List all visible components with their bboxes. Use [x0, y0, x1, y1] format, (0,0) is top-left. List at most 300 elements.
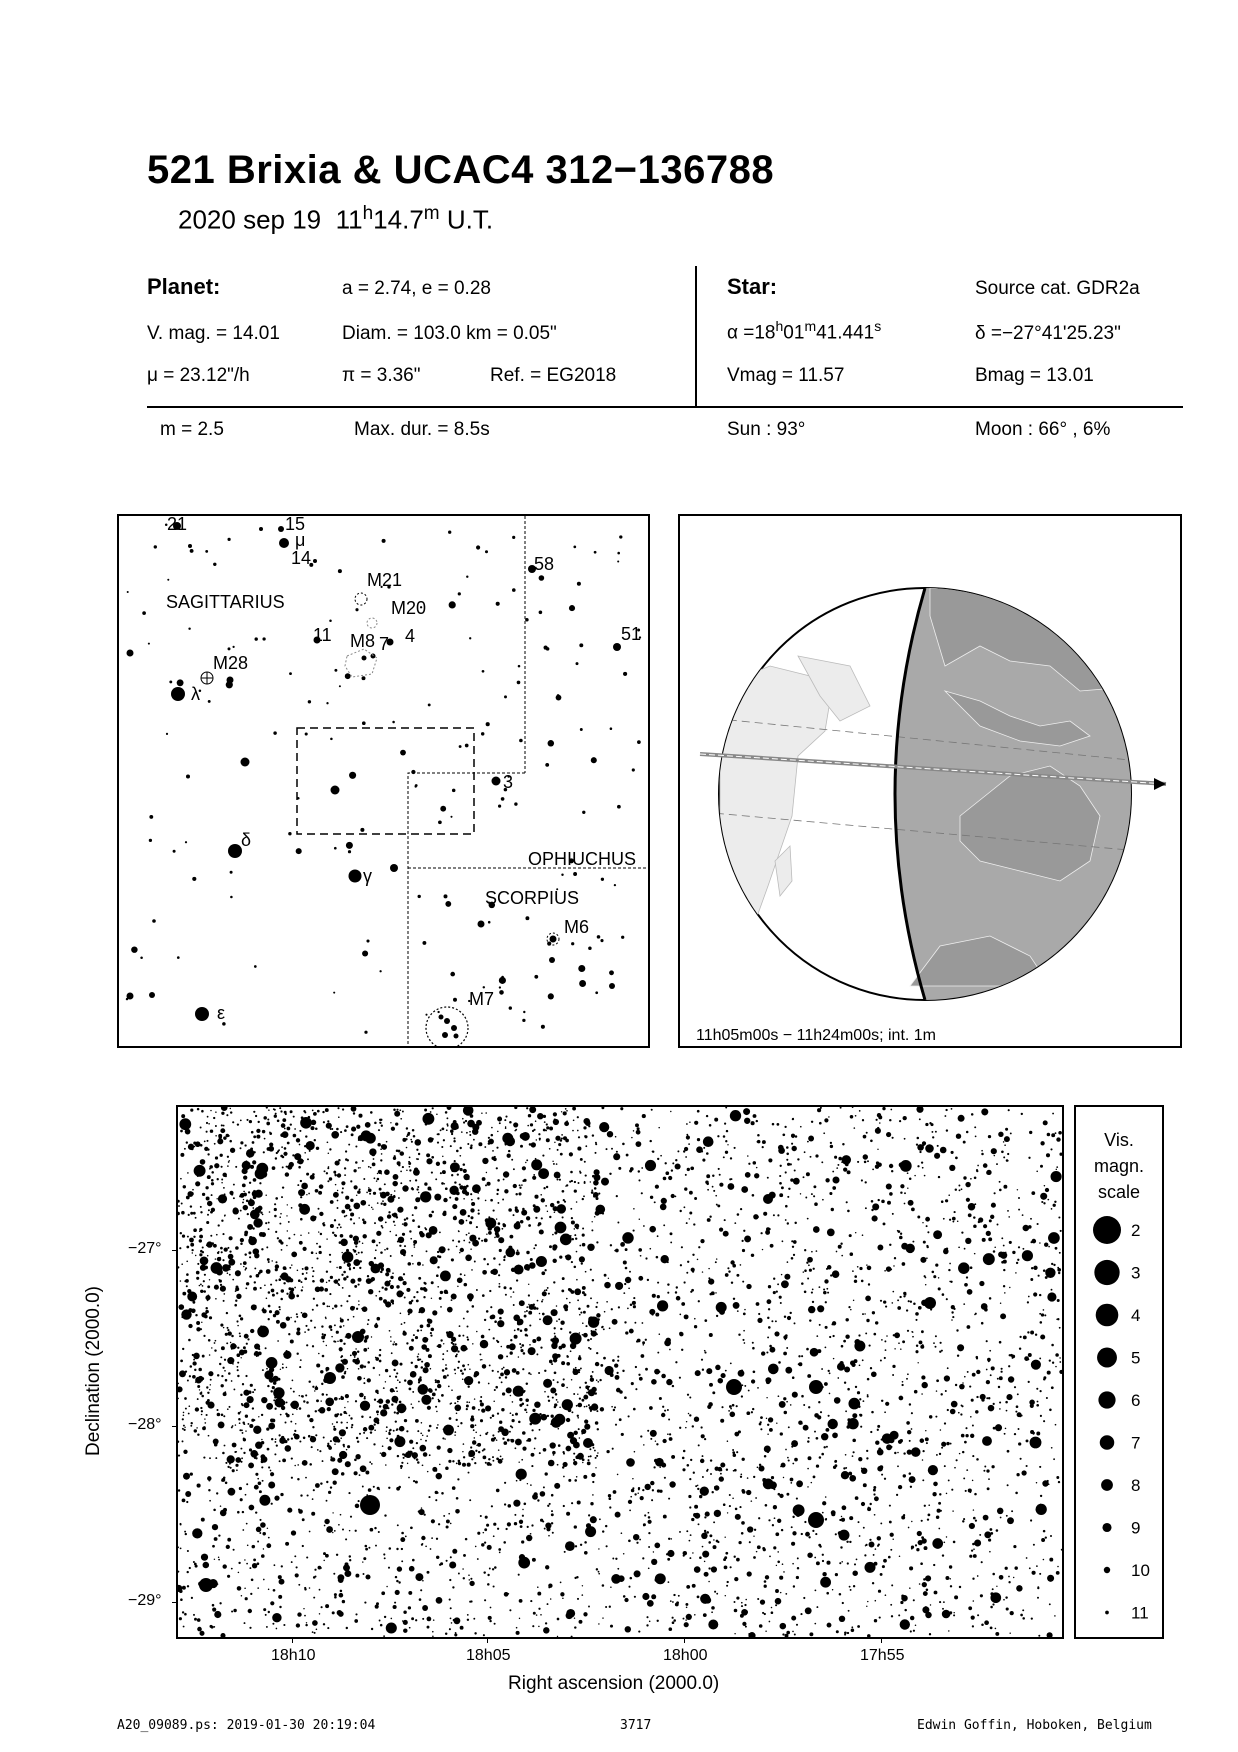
detail-star: [263, 1151, 265, 1153]
detail-star: [907, 1330, 909, 1332]
detail-star: [299, 1395, 301, 1397]
detail-star: [451, 1258, 454, 1261]
detail-star: [206, 1197, 210, 1201]
detail-star: [290, 1403, 294, 1407]
detail-star: [213, 1626, 215, 1628]
detail-star: [246, 1149, 254, 1157]
detail-star: [725, 1273, 729, 1277]
detail-star: [618, 1155, 619, 1156]
detail-star: [909, 1177, 912, 1180]
detail-star: [527, 1483, 528, 1484]
detail-star: [728, 1183, 735, 1190]
detail-star: [330, 1329, 332, 1331]
detail-star: [222, 1367, 224, 1369]
detail-star: [685, 1174, 687, 1176]
detail-star: [971, 1549, 973, 1551]
detail-star: [488, 1226, 492, 1230]
detail-star: [1019, 1336, 1021, 1338]
detail-star: [764, 1585, 767, 1588]
detail-star: [537, 1300, 539, 1302]
detail-star: [449, 1417, 452, 1420]
detail-star: [193, 1353, 200, 1360]
detail-star: [230, 1111, 232, 1113]
detail-star: [280, 1298, 283, 1301]
detail-star: [822, 1572, 826, 1576]
detail-star: [315, 1483, 320, 1488]
detail-star: [697, 1110, 700, 1113]
detail-star: [780, 1165, 782, 1167]
detail-star: [581, 1429, 586, 1434]
detail-star: [484, 1541, 486, 1543]
detail-star: [541, 1301, 543, 1303]
detail-star: [925, 1575, 931, 1581]
detail-star: [631, 1137, 632, 1138]
detail-star: [347, 1263, 351, 1267]
detail-star: [244, 1144, 246, 1146]
detail-star: [924, 1275, 926, 1277]
detail-star: [270, 1284, 272, 1286]
detail-star: [457, 1425, 459, 1427]
detail-star: [980, 1594, 983, 1597]
finder-star: [478, 921, 485, 928]
detail-star: [291, 1252, 297, 1258]
detail-star: [306, 1141, 315, 1150]
detail-star: [412, 1129, 415, 1132]
detail-star: [331, 1131, 339, 1139]
detail-star: [936, 1515, 939, 1518]
detail-star: [351, 1424, 353, 1426]
finder-star: [169, 680, 172, 683]
detail-star: [900, 1601, 903, 1604]
detail-star: [933, 1564, 935, 1566]
detail-star: [383, 1387, 385, 1389]
detail-star: [431, 1537, 433, 1539]
detail-star: [569, 1331, 571, 1333]
detail-star: [575, 1445, 577, 1447]
detail-star: [785, 1205, 788, 1208]
detail-star: [592, 1134, 594, 1136]
detail-star: [220, 1247, 223, 1250]
detail-star: [679, 1210, 681, 1212]
detail-star: [544, 1269, 546, 1271]
detail-star: [457, 1396, 461, 1400]
detail-star: [659, 1460, 661, 1462]
detail-star: [279, 1434, 281, 1436]
finder-star: [556, 695, 562, 701]
label-epsilon: ε: [217, 1003, 226, 1023]
detail-star: [734, 1222, 736, 1224]
detail-star: [367, 1275, 369, 1277]
detail-star: [420, 1324, 424, 1328]
detail-star: [219, 1257, 221, 1259]
detail-star: [1003, 1185, 1007, 1189]
detail-star: [907, 1172, 909, 1174]
detail-star: [657, 1300, 668, 1311]
detail-star: [803, 1425, 809, 1431]
detail-star: [502, 1199, 504, 1201]
detail-star: [1040, 1321, 1043, 1324]
detail-star: [217, 1138, 223, 1144]
detail-star: [694, 1513, 700, 1519]
detail-star: [470, 1144, 472, 1146]
detail-star: [681, 1246, 683, 1248]
detail-star: [702, 1271, 703, 1272]
detail-star: [545, 1523, 551, 1529]
detail-star: [886, 1132, 891, 1137]
detail-star: [401, 1323, 403, 1325]
finder-star: [444, 894, 448, 898]
finder-star: [418, 895, 421, 898]
detail-star: [362, 1234, 366, 1238]
detail-star: [227, 1265, 231, 1269]
detail-star: [180, 1178, 182, 1180]
detail-star: [189, 1567, 191, 1569]
detail-star: [424, 1363, 427, 1366]
detail-star: [570, 1171, 573, 1174]
detail-star: [286, 1317, 290, 1321]
detail-star: [437, 1286, 439, 1288]
detail-star: [462, 1451, 463, 1452]
finder-star: [571, 942, 574, 945]
detail-star: [554, 1211, 556, 1213]
detail-star: [280, 1400, 286, 1406]
detail-star: [249, 1275, 252, 1278]
detail-star: [339, 1266, 342, 1269]
finder-star: [192, 877, 196, 881]
detail-star: [303, 1608, 304, 1609]
detail-star: [1012, 1251, 1015, 1254]
detail-star: [358, 1114, 362, 1118]
detail-star: [835, 1573, 838, 1576]
detail-star: [841, 1516, 842, 1517]
detail-star: [491, 1505, 493, 1507]
detail-star: [845, 1410, 847, 1412]
detail-star: [459, 1325, 461, 1327]
detail-star: [436, 1597, 443, 1604]
detail-star: [553, 1379, 555, 1381]
detail-star: [784, 1126, 786, 1128]
detail-star: [769, 1556, 771, 1558]
detail-star: [179, 1617, 182, 1620]
detail-star: [210, 1110, 211, 1111]
detail-star: [312, 1386, 314, 1388]
detail-star: [958, 1246, 960, 1248]
detail-star: [347, 1445, 350, 1448]
detail-star: [408, 1606, 411, 1609]
detail-star: [787, 1196, 789, 1198]
detail-star: [268, 1482, 275, 1489]
detail-star: [1017, 1189, 1018, 1190]
detail-star: [760, 1599, 765, 1604]
detail-star: [288, 1221, 290, 1223]
detail-star: [490, 1306, 492, 1308]
detail-star: [526, 1159, 528, 1161]
detail-star: [206, 1131, 208, 1133]
finder-star: [453, 998, 457, 1002]
detail-star: [694, 1417, 699, 1422]
detail-star: [786, 1401, 788, 1403]
detail-star: [560, 1582, 562, 1584]
detail-star: [977, 1575, 979, 1577]
detail-star: [596, 1410, 598, 1412]
detail-star: [312, 1345, 314, 1347]
detail-star: [891, 1170, 893, 1172]
detail-star: [463, 1169, 467, 1173]
detail-star: [794, 1322, 796, 1324]
detail-star: [280, 1369, 281, 1370]
detail-star: [221, 1251, 223, 1253]
detail-star: [449, 1628, 451, 1630]
detail-star: [928, 1514, 931, 1517]
detail-star: [222, 1452, 225, 1455]
detail-star: [779, 1401, 786, 1408]
detail-star: [196, 1427, 198, 1429]
detail-star: [306, 1173, 309, 1176]
detail-star: [961, 1404, 963, 1406]
detail-star: [480, 1400, 483, 1403]
detail-star: [417, 1461, 420, 1464]
detail-star: [181, 1211, 185, 1215]
detail-star: [898, 1614, 900, 1616]
detail-star: [239, 1487, 242, 1490]
detail-star: [597, 1428, 599, 1430]
detail-star: [630, 1496, 632, 1498]
detail-star: [916, 1143, 918, 1145]
detail-star: [282, 1363, 284, 1365]
detail-star: [577, 1116, 579, 1118]
detail-star: [994, 1155, 995, 1156]
detail-star: [607, 1131, 613, 1137]
finder-star: [171, 687, 185, 701]
detail-star: [1055, 1353, 1059, 1357]
detail-star: [333, 1171, 336, 1174]
detail-star: [251, 1165, 253, 1167]
detail-star: [182, 1428, 184, 1430]
finder-star: [601, 878, 604, 881]
detail-star: [829, 1372, 831, 1374]
detail-star: [804, 1269, 807, 1272]
finder-star: [330, 738, 333, 741]
detail-star: [253, 1426, 261, 1434]
detail-star: [907, 1449, 912, 1454]
detail-star: [340, 1396, 344, 1400]
detail-star: [588, 1456, 590, 1458]
detail-star: [250, 1384, 253, 1387]
detail-star: [218, 1224, 220, 1226]
detail-star: [642, 1322, 644, 1324]
detail-star: [582, 1286, 586, 1290]
detail-star: [1036, 1482, 1037, 1483]
detail-star: [275, 1261, 277, 1263]
detail-star: [483, 1258, 486, 1261]
detail-star: [248, 1237, 257, 1246]
detail-star: [916, 1548, 919, 1551]
detail-star: [902, 1381, 904, 1383]
detail-star: [852, 1455, 854, 1457]
detail-star: [365, 1574, 370, 1579]
detail-star: [203, 1335, 205, 1337]
detail-star: [406, 1217, 408, 1219]
detail-star: [961, 1231, 963, 1233]
detail-star: [900, 1233, 902, 1235]
detail-star: [488, 1329, 490, 1331]
detail-star: [556, 1163, 558, 1165]
detail-star: [1043, 1269, 1046, 1272]
finder-star: [517, 681, 521, 685]
detail-star: [357, 1376, 362, 1381]
finder-star: [127, 650, 134, 657]
detail-star: [509, 1287, 512, 1290]
detail-star: [182, 1440, 184, 1442]
detail-star: [866, 1132, 868, 1134]
detail-star: [863, 1154, 868, 1159]
detail-star: [341, 1472, 345, 1476]
detail-star: [368, 1488, 372, 1492]
detail-star: [1009, 1241, 1012, 1244]
detail-star: [867, 1601, 868, 1602]
hours-unit: h: [362, 203, 374, 224]
detail-star: [276, 1292, 278, 1294]
detail-star: [897, 1306, 901, 1310]
detail-star: [921, 1330, 924, 1333]
detail-star: [984, 1308, 988, 1312]
detail-star: [678, 1595, 680, 1597]
detail-star: [186, 1501, 188, 1503]
detail-star: [278, 1306, 280, 1308]
detail-star: [454, 1434, 456, 1436]
detail-star: [394, 1602, 396, 1604]
detail-star: [302, 1286, 303, 1287]
detail-star: [522, 1447, 526, 1451]
detail-star: [512, 1419, 515, 1422]
detail-star: [1059, 1357, 1060, 1358]
label-mu: μ: [295, 530, 306, 550]
detail-star: [400, 1182, 402, 1184]
detail-stars: [178, 1107, 1062, 1637]
detail-star: [485, 1200, 487, 1202]
finder-star: [355, 608, 358, 611]
detail-star: [623, 1553, 625, 1555]
detail-star: [287, 1204, 288, 1205]
detail-star: [676, 1286, 678, 1288]
detail-star: [308, 1232, 310, 1234]
detail-star: [391, 1127, 395, 1131]
detail-star: [346, 1427, 348, 1429]
detail-star: [242, 1529, 244, 1531]
detail-star: [510, 1395, 512, 1397]
detail-star: [232, 1121, 234, 1123]
detail-star: [616, 1195, 618, 1197]
detail-star: [199, 1631, 204, 1636]
finder-star: [582, 811, 585, 814]
detail-star: [990, 1528, 993, 1531]
detail-star: [781, 1280, 789, 1288]
detail-star: [450, 1145, 452, 1147]
detail-star: [765, 1575, 769, 1579]
detail-star: [590, 1338, 592, 1340]
detail-star: [646, 1624, 648, 1626]
detail-star: [534, 1195, 538, 1199]
detail-star: [487, 1545, 492, 1550]
detail-star: [459, 1168, 462, 1171]
detail-star: [493, 1585, 495, 1587]
detail-star: [501, 1408, 504, 1411]
detail-star: [179, 1590, 183, 1594]
detail-star: [564, 1307, 566, 1309]
detail-star: [359, 1188, 361, 1190]
detail-star: [577, 1417, 579, 1419]
detail-star: [461, 1131, 463, 1133]
detail-star: [574, 1224, 579, 1229]
detail-star: [276, 1320, 280, 1324]
detail-star: [843, 1340, 846, 1343]
detail-star: [188, 1214, 190, 1216]
detail-star: [538, 1168, 549, 1179]
detail-star: [554, 1371, 557, 1374]
detail-star: [393, 1195, 395, 1197]
detail-star: [504, 1482, 506, 1484]
detail-star: [720, 1419, 724, 1423]
detail-star: [281, 1565, 283, 1567]
detail-star: [645, 1160, 656, 1171]
detail-star: [971, 1113, 974, 1116]
detail-star: [822, 1199, 824, 1201]
detail-star: [537, 1592, 541, 1596]
detail-star: [693, 1472, 695, 1474]
detail-star: [194, 1429, 197, 1432]
detail-star: [437, 1266, 439, 1268]
finder-star: [273, 731, 276, 734]
detail-star: [965, 1490, 967, 1492]
detail-star: [858, 1521, 860, 1523]
finder-star: [632, 768, 635, 771]
detail-star: [193, 1359, 195, 1361]
detail-star: [753, 1476, 755, 1478]
detail-star: [318, 1353, 320, 1355]
detail-star: [354, 1459, 357, 1462]
detail-star: [381, 1591, 385, 1595]
detail-star: [660, 1155, 662, 1157]
detail-star: [513, 1386, 524, 1397]
detail-star: [890, 1533, 894, 1537]
detail-star: [834, 1156, 837, 1159]
detail-star: [552, 1397, 554, 1399]
detail-star: [258, 1482, 262, 1486]
detail-star: [200, 1144, 203, 1147]
detail-star: [290, 1317, 292, 1319]
detail-star: [950, 1409, 956, 1415]
detail-star: [301, 1289, 303, 1291]
detail-star: [1027, 1331, 1029, 1333]
detail-star: [314, 1326, 316, 1328]
detail-star: [420, 1330, 422, 1332]
detail-star: [645, 1484, 651, 1490]
detail-star: [971, 1399, 974, 1402]
detail-star: [285, 1445, 292, 1452]
detail-star: [890, 1446, 892, 1448]
detail-star: [377, 1143, 381, 1147]
detail-star: [835, 1436, 836, 1437]
detail-star: [754, 1173, 759, 1178]
detail-star: [844, 1366, 850, 1372]
detail-star: [522, 1431, 526, 1435]
detail-star: [197, 1108, 200, 1111]
detail-star: [862, 1313, 864, 1315]
detail-star: [986, 1231, 991, 1236]
detail-star: [293, 1116, 295, 1118]
detail-star: [195, 1377, 202, 1384]
detail-star: [285, 1172, 289, 1176]
